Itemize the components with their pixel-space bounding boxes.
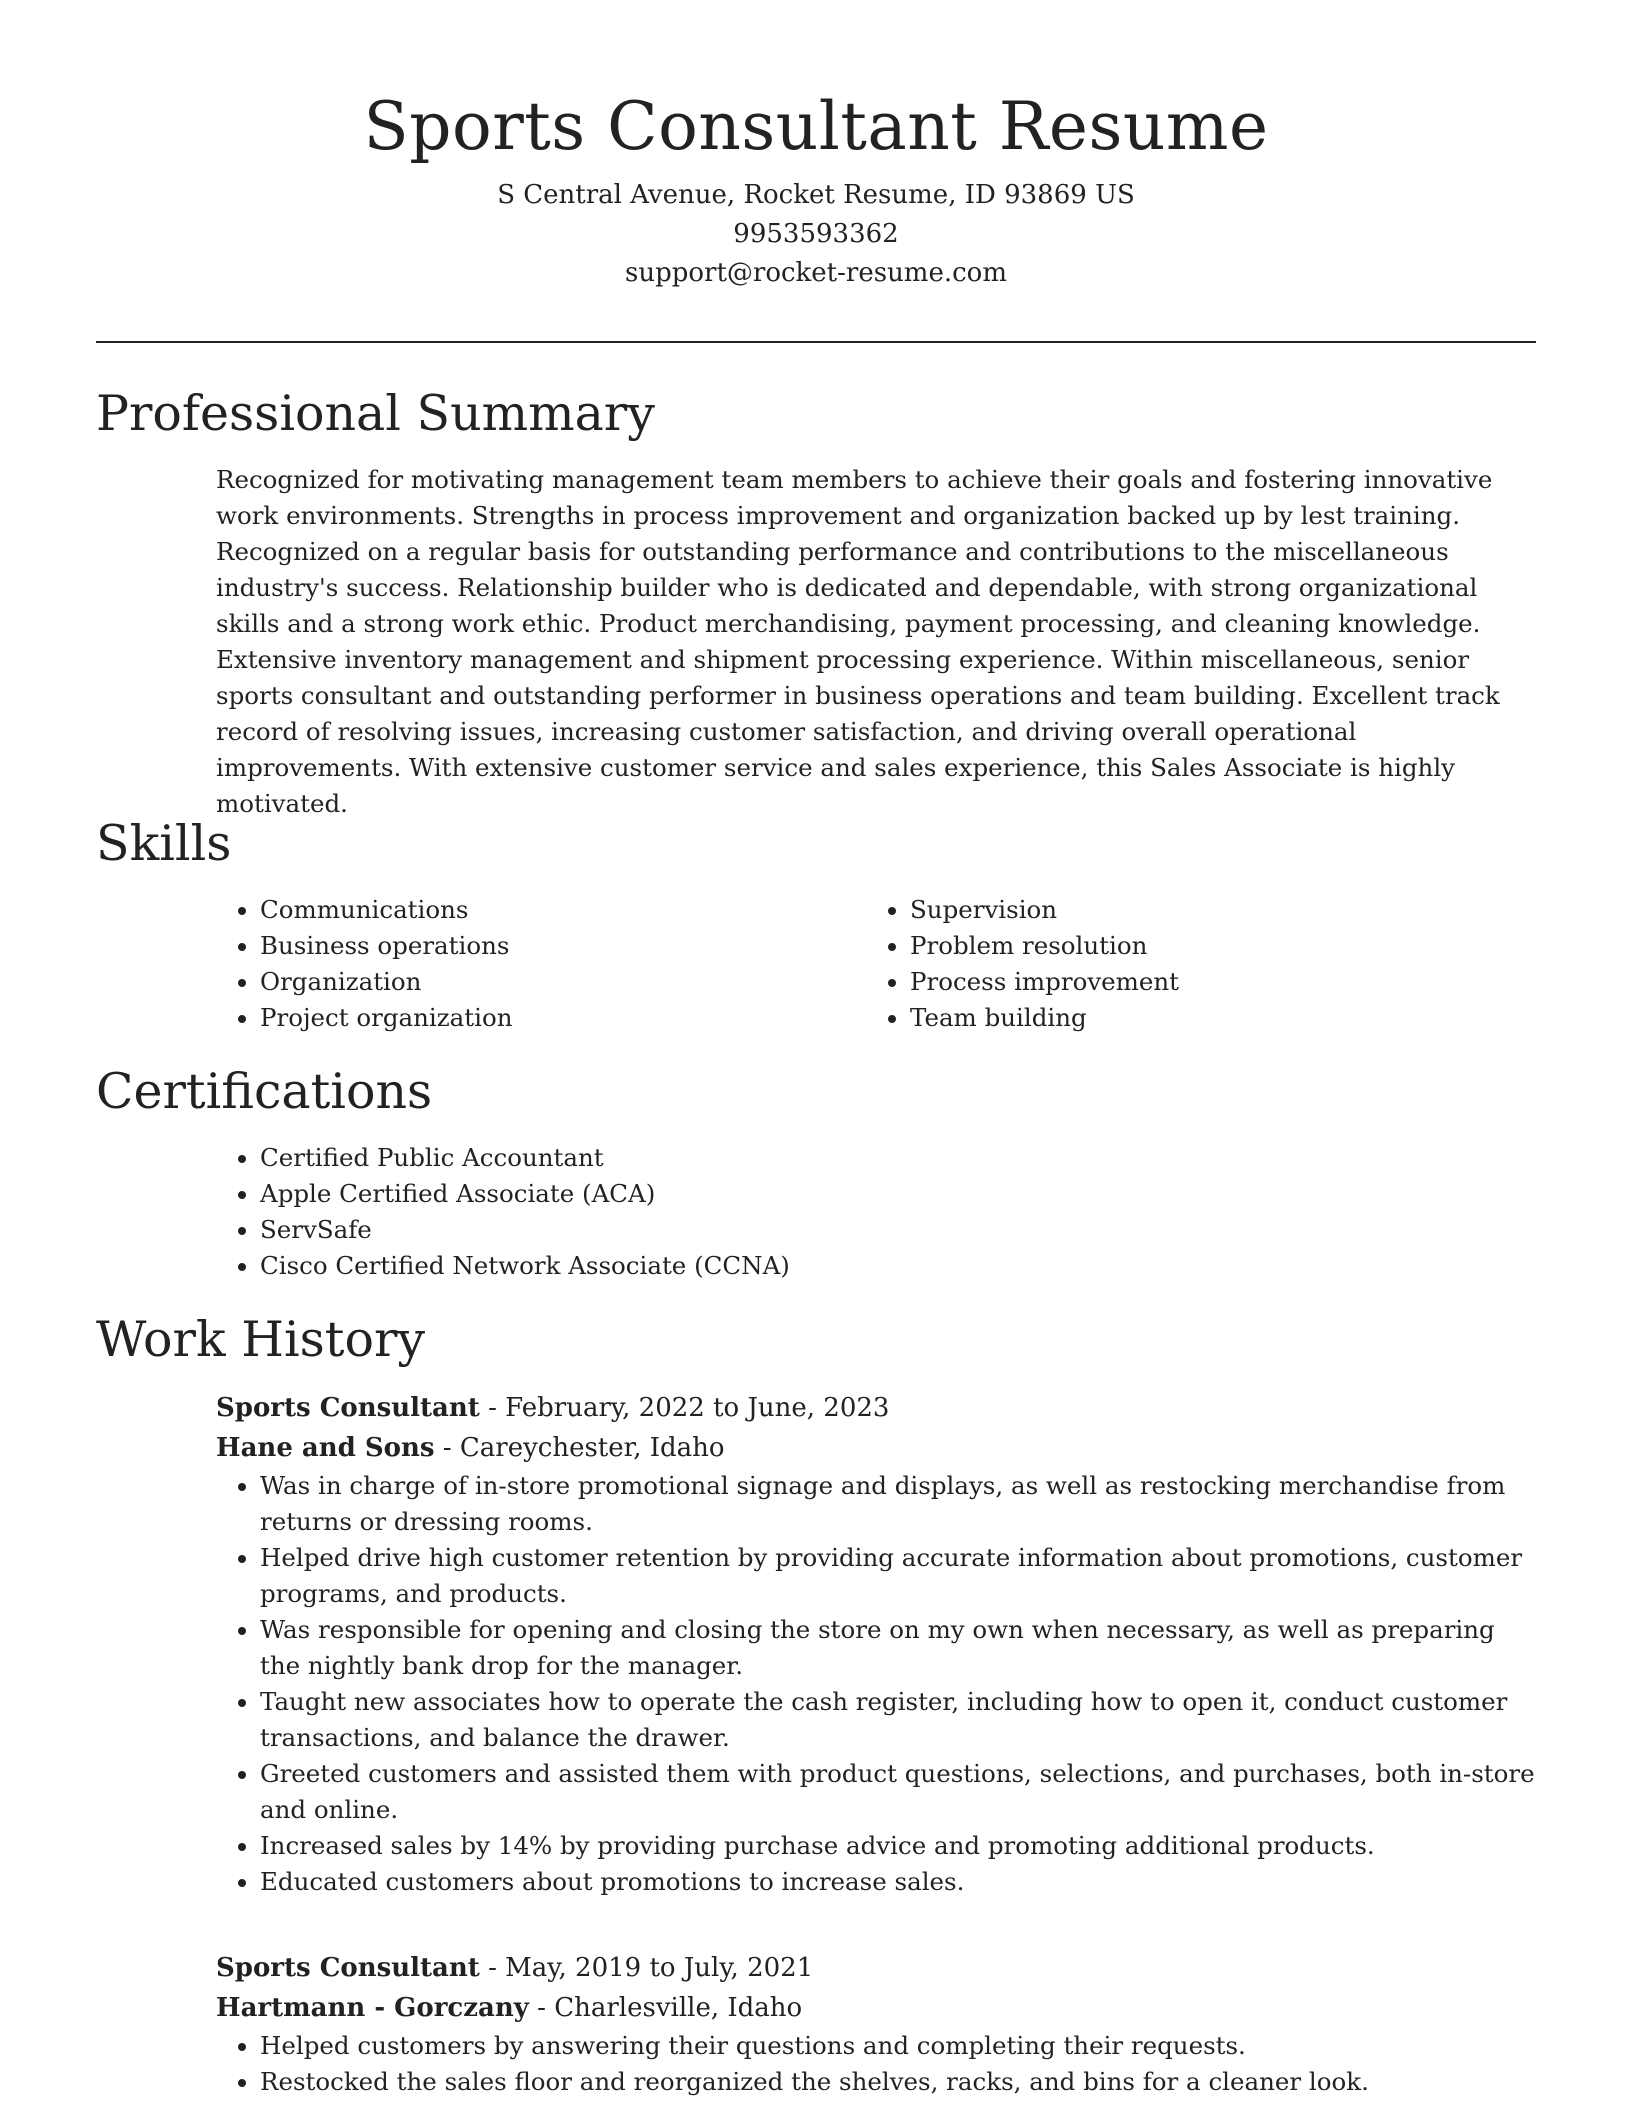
job-location: - Charlesville, Idaho xyxy=(528,1993,803,2023)
skills-column-right xyxy=(866,892,1466,1036)
job-title-line xyxy=(216,1388,1536,1428)
job-entry xyxy=(216,1388,1536,1900)
certifications-list xyxy=(216,1140,1536,1284)
skill-item: • Process improvement xyxy=(910,964,1466,1000)
skill-item: • Project organization xyxy=(260,1000,816,1036)
job-duty: • Helped drive high customer retention by providing accurate information about promotions, customer programs, and products. xyxy=(260,1540,1536,1612)
skill-item: • Business operations xyxy=(260,928,816,964)
contact-phone: 9953593362 xyxy=(733,219,899,249)
job-company: Hartmann - Gorczany xyxy=(216,1993,529,2023)
skill-item: • Organization xyxy=(260,964,816,1000)
summary-text: Recognized for motivating management team members to achieve their goals and fostering innovative work environments. Strengths in process improvement and organization backed up by lest training. Recognized on a regular basis for outstanding performance and contributions to the miscellaneous industry's success. Relationship builder who is dedicated and dependable, with strong organizational skills and a strong work ethic. Product merchandising, payment processing, and cleaning knowledge. Extensive inventory management and shipment processing experience. Within miscellaneous, senior sports consultant and outstanding performer in business operations and team building. Excellent track record of resolving issues, increasing customer satisfaction, and driving overall operational improvements. With extensive customer service and sales experience, this Sales Associate is highly motivated. xyxy=(216,465,1500,818)
job-duty: • Was responsible for opening and closing the store on my own when necessary, as well as preparing the nightly bank drop for the manager. xyxy=(260,1612,1536,1684)
job-duties-list xyxy=(216,1468,1536,1900)
job-duty: • Helped customers by answering their questions and completing their requests. xyxy=(260,2028,1536,2064)
header-divider xyxy=(96,341,1536,343)
job-company-line xyxy=(216,1988,1536,2028)
job-position: Sports Consultant xyxy=(216,1953,480,1983)
job-title-line xyxy=(216,1948,1536,1988)
certifications-block xyxy=(216,1140,1536,1284)
job-company: Hane and Sons xyxy=(216,1433,435,1463)
skills-list-left xyxy=(216,892,816,1036)
certification-item: • Certified Public Accountant xyxy=(260,1140,1536,1176)
job-company-line xyxy=(216,1428,1536,1468)
job-duties-list xyxy=(216,2028,1536,2100)
summary-heading: Professional Summary xyxy=(96,385,655,442)
skills-column-left xyxy=(216,892,816,1036)
certification-item: • Apple Certified Associate (ACA) xyxy=(260,1176,1536,1212)
contact-email: support@rocket-resume.com xyxy=(624,258,1007,288)
job-duty: • Restocked the sales floor and reorganized the shelves, racks, and bins for a cleaner look. xyxy=(260,2064,1536,2100)
job-entry xyxy=(216,1948,1536,2100)
job-dates: - February, 2022 to June, 2023 xyxy=(479,1393,890,1423)
skill-item: • Problem resolution xyxy=(910,928,1466,964)
certifications-heading: Certifications xyxy=(96,1063,433,1120)
work-history-heading: Work History xyxy=(96,1311,426,1368)
resume-header xyxy=(96,82,1536,293)
skill-item: • Team building xyxy=(910,1000,1466,1036)
job-location: - Careychester, Idaho xyxy=(434,1433,725,1463)
resume-title: Sports Consultant Resume xyxy=(363,88,1269,165)
job-position: Sports Consultant xyxy=(216,1393,480,1423)
skill-item: • Supervision xyxy=(910,892,1466,928)
job-duty: • Taught new associates how to operate the cash register, including how to open it, conduct customer transactions, and balance the drawer. xyxy=(260,1684,1536,1756)
job-dates: - May, 2019 to July, 2021 xyxy=(479,1953,814,1983)
skills-heading: Skills xyxy=(96,815,232,872)
certification-item: • ServSafe xyxy=(260,1212,1536,1248)
job-duty: • Greeted customers and assisted them with product questions, selections, and purchases, both in-store and online. xyxy=(260,1756,1536,1828)
contact-address: S Central Avenue, Rocket Resume, ID 93869 US xyxy=(497,180,1135,210)
job-duty: • Educated customers about promotions to increase sales. xyxy=(260,1864,1536,1900)
skills-list-right xyxy=(866,892,1466,1036)
certification-item: • Cisco Certified Network Associate (CCNA) xyxy=(260,1248,1536,1284)
job-duty: • Increased sales by 14% by providing purchase advice and promoting additional products. xyxy=(260,1828,1536,1864)
skill-item: • Communications xyxy=(260,892,816,928)
job-duty: • Was in charge of in-store promotional signage and displays, as well as restocking merchandise from returns or dressing rooms. xyxy=(260,1468,1536,1540)
